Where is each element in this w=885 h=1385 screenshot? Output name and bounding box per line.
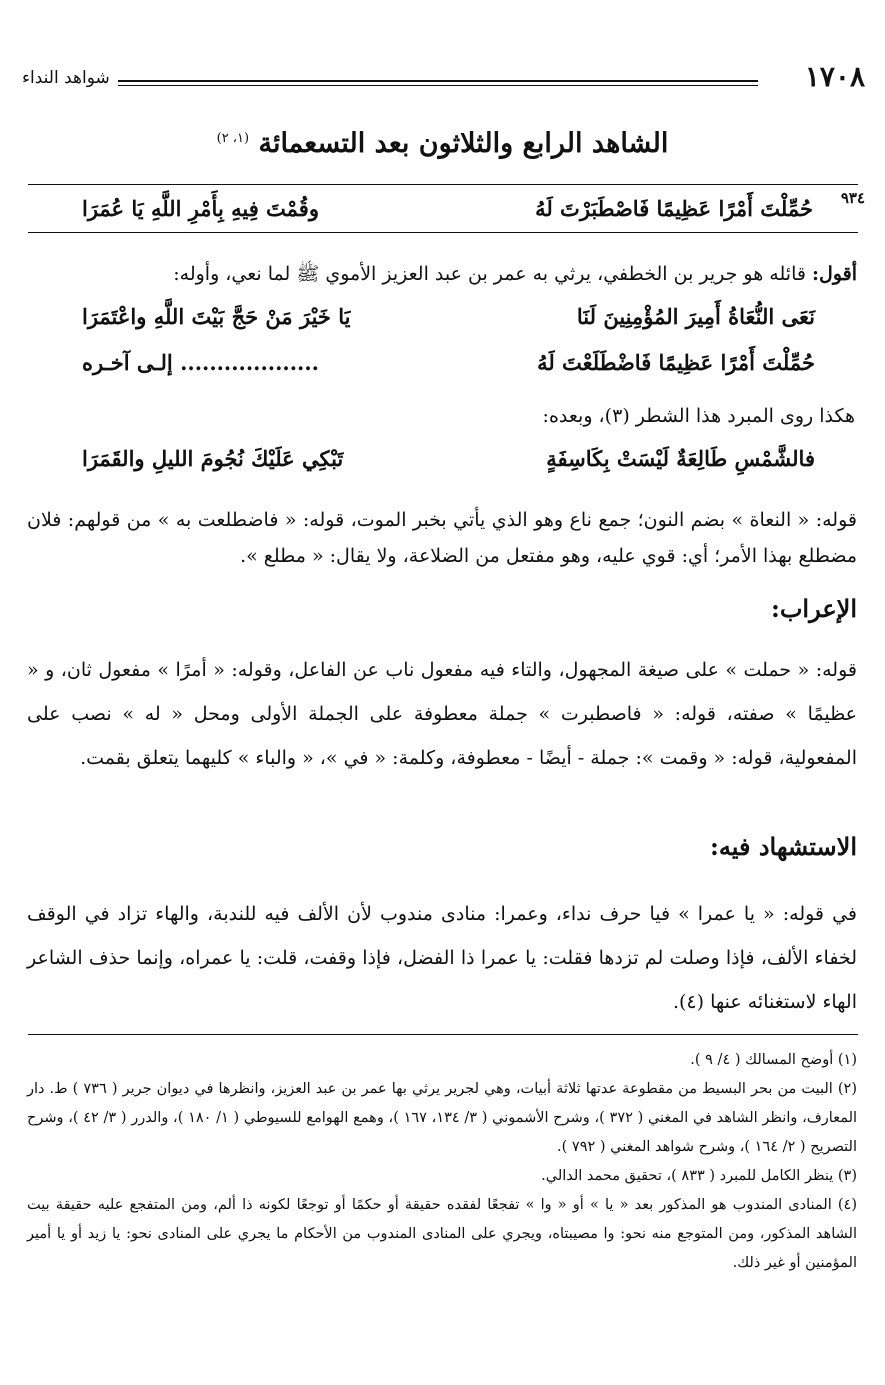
section-title-text: الشاهد الرابع والثلاثون بعد التسعمائة [258,128,669,159]
gloss-paragraph: قوله: « النعاة » بضم النون؛ جمع ناع وهو الذي يأتي بخبر الموت، قوله: « فاضطلعت به » من قولهم: فلان مضطلع بهذا الأمر؛ أي: قوي عليه، وهو مفتعل من الضلاعة، ولا يقال: « مطلع ». [27,509,857,567]
header-rule [118,80,758,86]
intro-paragraph [27,256,857,292]
istishhad-heading: الاستشهاد فيه: [710,832,857,861]
footnote-1: (١) أوضح المسالك ( ٤/ ٩ ). [690,1052,857,1068]
footnote-3: (٣) ينظر الكامل للمبرد ( ٨٣٣ )، تحقيق محمد الدالي. [541,1168,857,1184]
verse-1-second: يَا خَيْرَ مَنْ حَجَّ بَيْتَ اللَّهِ واعْتَمَرَا [82,304,351,329]
verse-3-second: تَبْكِي عَلَيْكَ نُجُومَ الليلِ والقَمَرَا [82,446,344,471]
i3rab-paragraph: قوله: « حملت » على صيغة المجهول، والتاء فيه مفعول ناب عن الفاعل، وقوله: « أمرًا » مفعول ثان، و « عظيمًا » صفته، قوله: « فاصطبرت » جملة معطوفة على الجملة الأولى ومحل « له » نصب على المفعولية، قوله: « وقمت »: جملة - أيضًا - معطوفة، وكلمة: « في »، « والباء » كليهما يتعلق بقمت. [27,659,857,769]
verse-2-second: ................... إلـى آخـره [82,350,319,375]
main-verse-first-hemistich: حُمِّلْتَ أَمْرًا عَظِيمًا فَاصْطَبَرْتَ لَهُ [535,196,813,221]
page-number: ١٧٠٨ [804,60,865,93]
istishhad-paragraph: في قوله: « يا عمرا » فيا حرف نداء، وعمرا: منادى مندوب لأن الألف فيه للندبة، والهاء تزاد في الوقف لخفاء الألف، فإذا وصلت لم تزدها فقلت: يا عمرا ذا الفضل، فإذا وقفت، قلت: يا عمراه، وإنما حذف الشاعر الهاء لاستغنائه عنها (٤). [27,903,857,1013]
footnote-rule [28,1034,858,1035]
footnote-2: (٢) البيت من بحر البسيط من مقطوعة عدتها ثلاثة أبيات، وهي لجرير يرثي بها عمر بن عبد العزيز، وانظرها في ديوان جرير ( ٧٣٦ ) ط. دار المعارف، وانظر الشاهد في المغني ( ٣٧٢ )، وشرح الأشموني ( ٣/ ١٣٤، ١٦٧ )، وهمع الهوامع للسيوطي ( ١/ ١٨٠ )، والدرر ( ٣/ ٤٢ )، وشرح التصريح ( ٢/ ١٦٤ )، وشرح شواهد المغني ( ٧٩٢ ). [27,1081,858,1155]
intro-text: قائله هو جرير بن الخطفي، يرثي به عمر بن عبد العزيز الأموي ﷺ لما نعي، وأوله: [173,263,806,285]
verse-rule-bottom [28,232,858,233]
section-title [0,128,885,159]
intro-lead: أقول: [812,263,857,285]
main-verse-second-hemistich: وقُمْتَ فِيهِ بِأَمْرِ اللَّهِ يَا عُمَرَا [82,196,319,221]
verse-number: ٩٣٤ [840,189,865,207]
verse-rule-top [28,184,858,185]
running-title: شواهد النداء [22,68,110,88]
verse-3-first: فالشَّمْسِ طَالِعَةٌ لَيْسَتْ بِكَاسِفَةٍ [546,446,815,471]
title-footnote-ref: (١، ٢) [216,131,250,146]
verse-1-first: نَعَى النُّعَاةُ أَمِيرَ المُؤْمِنِينَ لَنَا [576,304,815,329]
verse-2-first: حُمِّلْتَ أَمْرًا عَظِيمًا فَاضْطَلَعْتَ لَهُ [537,350,815,375]
i3rab-heading: الإعراب: [770,594,857,623]
footnote-4: (٤) المنادى المندوب هو المذكور بعد « يا » أو « وا » تفجعًا لفقده حقيقة أو حكمًا أو توجعًا لكونه ذا ألم، ومن المتفجع عليه حقيقة بيت الشاهد المذكور، ومن المتوجع منه نحو: وا مصيبتاه، ويجري على المنادى المندوب من الأحكام ما يجري على المنادى نحو: يا زيد أو يا أمير المؤمنين أو غير ذلك. [27,1197,857,1271]
footnotes [27,1046,857,1278]
mubarrad-line: هكذا روى المبرد هذا الشطر (٣)، وبعده: [542,405,855,427]
